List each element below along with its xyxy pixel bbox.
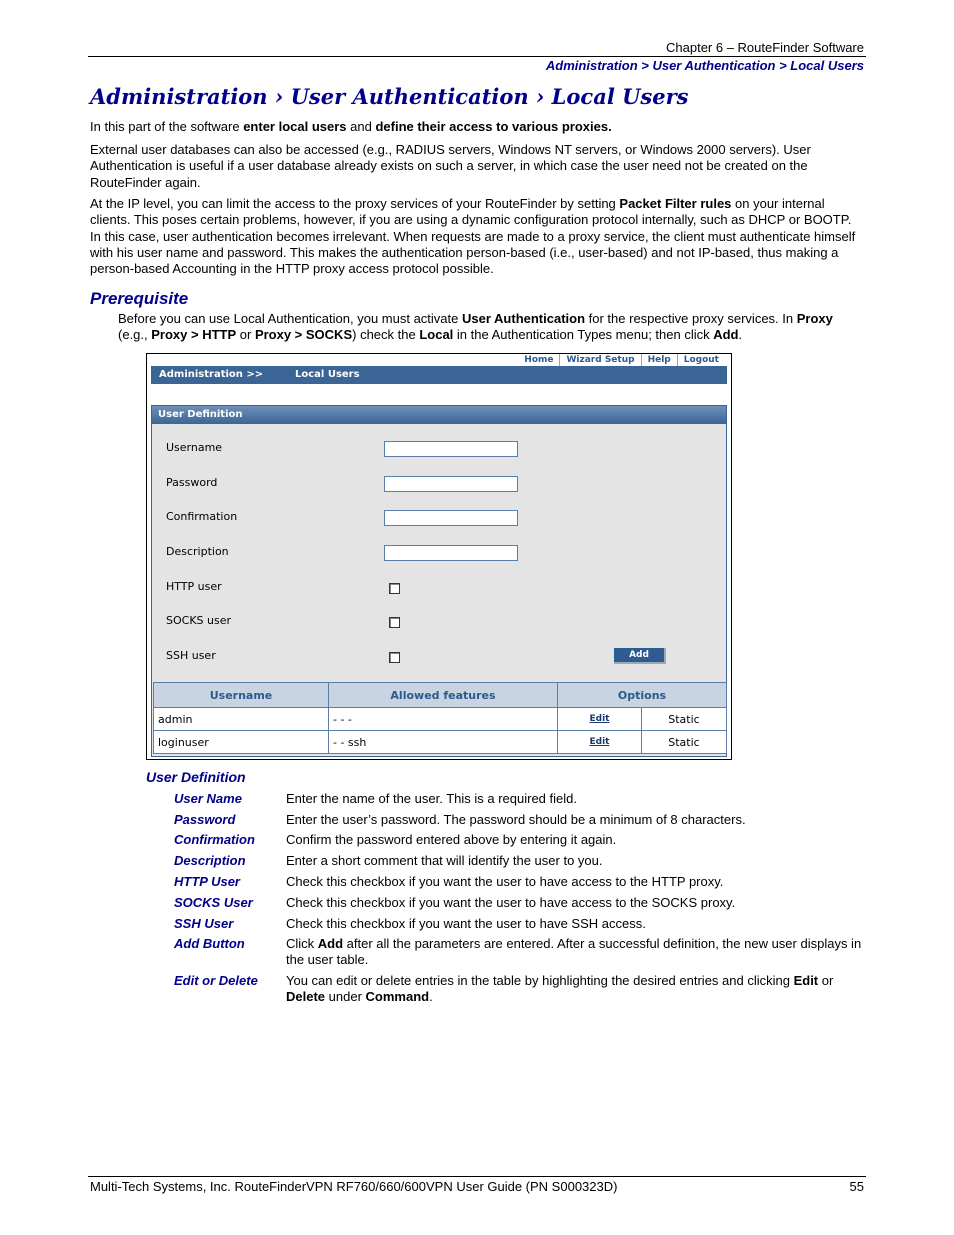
intro-paragraph-3: At the IP level, you can limit the access to the proxy services of your RouteFinder by setting Packet Filter rules on your internal clients. This poses certain problems, however, if you are using a dynamic configuration protocol internally, such as DHCP or BOOTP. In this case, user authentication becomes irrelevant. When requests are made to a proxy service, the client must authenticate himself with his user name and password. This makes the authentication person-based (i.e., user-based) and not IP-based, thus making a person-based Accounting in the HTTP proxy access protocol possible.: [90, 196, 856, 277]
edit-link[interactable]: Edit: [558, 708, 642, 731]
intro-paragraph-2: External user databases can also be accessed (e.g., RADIUS servers, Windows NT servers, or Windows 2000 servers). User Authentication is useful if a user database already exists on such a server, in which case the user need not be created on the RouteFinder again.: [90, 142, 811, 190]
def-term: Confirmation: [174, 832, 255, 847]
ssh-user-label: SSH user: [166, 649, 216, 662]
prerequisite-text: Before you can use Local Authentication, you must activate User Authentication for the respective proxy services. In Proxy (e.g., Proxy > HTTP or Proxy > SOCKS) check the Local in the Authentication Types menu; then click Add.: [118, 311, 833, 343]
username-label: Username: [166, 441, 223, 454]
chapter-header: Chapter 6 – RouteFinder Software: [666, 40, 864, 55]
def-text: Check this checkbox if you want the user to have SSH access.: [286, 916, 646, 931]
row-username: loginuser: [154, 731, 329, 754]
add-button[interactable]: Add: [614, 648, 666, 664]
def-term-add-button: Add Button: [174, 936, 245, 951]
def-term-edit-delete: Edit or Delete: [174, 973, 258, 988]
help-link[interactable]: Help: [641, 354, 677, 366]
socks-user-label: SOCKS user: [166, 614, 232, 627]
socks-user-checkbox[interactable]: [389, 617, 400, 628]
password-input[interactable]: [384, 476, 518, 492]
def-text-add-button: Click Add after all the parameters are entered. After a successful definition, the new user displays in the user table.: [286, 936, 862, 968]
nav-administration[interactable]: Administration >>: [159, 369, 264, 380]
row-features: - - ssh: [329, 731, 558, 754]
row-option: Static: [642, 731, 727, 754]
def-term: Description: [174, 853, 246, 868]
username-column-header: Username: [154, 683, 329, 708]
user-definition-panel: [151, 405, 727, 757]
table-header-row: [154, 683, 727, 708]
logout-link[interactable]: Logout: [677, 354, 725, 366]
page-number: 55: [849, 1179, 864, 1194]
def-text: Enter the user’s password. The password should be a minimum of 8 characters.: [286, 812, 746, 827]
top-links: [518, 354, 725, 366]
username-input[interactable]: [384, 441, 518, 457]
confirmation-label: Confirmation: [166, 510, 238, 523]
def-term: SSH User: [174, 916, 234, 931]
description-input[interactable]: [384, 545, 518, 561]
def-term: Password: [174, 812, 236, 827]
breadcrumb: Administration > User Authentication > Local Users: [545, 58, 864, 73]
row-features: - - -: [329, 708, 558, 731]
def-term: User Name: [174, 791, 242, 806]
user-definition-header: User Definition: [152, 406, 726, 424]
def-text: Check this checkbox if you want the user to have access to the HTTP proxy.: [286, 874, 724, 889]
confirmation-input[interactable]: [384, 510, 518, 526]
table-row: [154, 708, 727, 731]
prerequisite-heading: Prerequisite: [90, 289, 189, 308]
home-link[interactable]: Home: [524, 355, 554, 365]
nav-bar: [151, 366, 727, 384]
def-text-edit-delete: You can edit or delete entries in the table by highlighting the desired entries and clicking Edit or Delete under Command.: [286, 973, 834, 1005]
edit-link[interactable]: Edit: [558, 731, 642, 754]
users-table: [153, 682, 727, 754]
footer-text: Multi-Tech Systems, Inc. RouteFinderVPN RF760/660/600VPN User Guide (PN S000323D): [90, 1179, 618, 1194]
local-users-screenshot: [146, 353, 732, 760]
nav-local-users: Local Users: [295, 369, 360, 380]
def-term: HTTP User: [174, 874, 240, 889]
row-option: Static: [642, 708, 727, 731]
http-user-label: HTTP user: [166, 580, 222, 593]
page-title: Administration › User Authentication › Local Users: [90, 84, 689, 109]
footer-rule: [88, 1176, 866, 1177]
def-text: Check this checkbox if you want the user to have access to the SOCKS proxy.: [286, 895, 736, 910]
intro-paragraph-1: In this part of the software enter local users and define their access to various proxies.: [90, 119, 612, 134]
table-row: [154, 731, 727, 754]
description-label: Description: [166, 545, 229, 558]
def-text: Confirm the password entered above by entering it again.: [286, 832, 617, 847]
password-label: Password: [166, 476, 218, 489]
options-column-header: Options: [558, 683, 727, 708]
def-term: SOCKS User: [174, 895, 253, 910]
def-text: Enter a short comment that will identify the user to you.: [286, 853, 603, 868]
def-text: Enter the name of the user. This is a required field.: [286, 791, 577, 806]
http-user-checkbox[interactable]: [389, 583, 400, 594]
ssh-user-checkbox[interactable]: [389, 652, 400, 663]
header-rule: [88, 56, 866, 57]
wizard-setup-link[interactable]: Wizard Setup: [559, 354, 640, 366]
allowed-features-column-header: Allowed features: [329, 683, 558, 708]
row-username: admin: [154, 708, 329, 731]
user-definition-heading: User Definition: [146, 769, 246, 785]
